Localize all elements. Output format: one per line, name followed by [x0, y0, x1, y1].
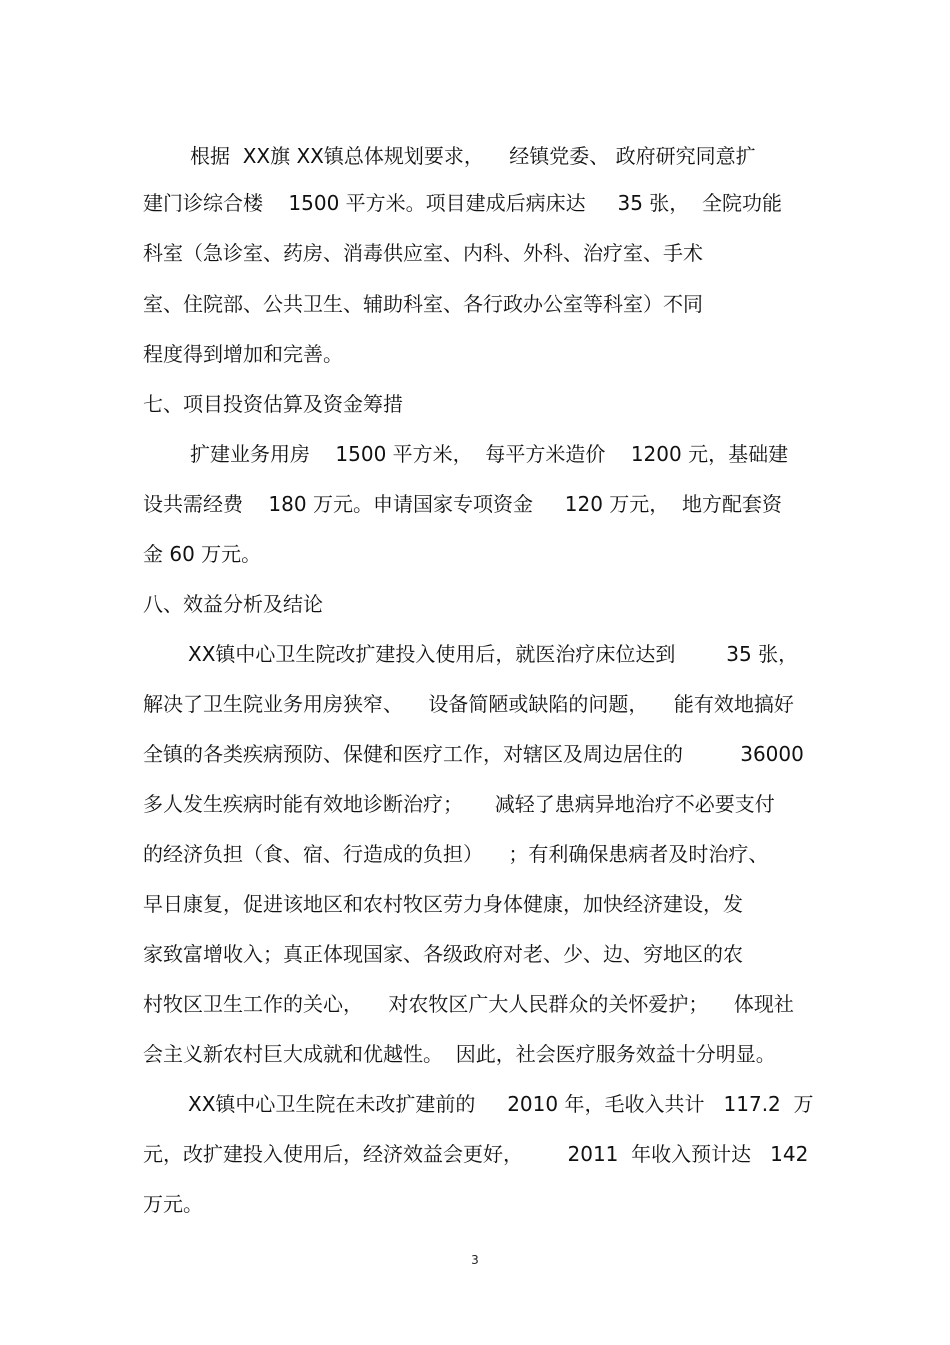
- paragraph-3-line-2: 解决了卫生院业务用房狭窄、 设备简陋或缺陷的问题， 能有效地搞好: [143, 692, 794, 716]
- paragraph-1-line-1: 根据 XX旗 XX镇总体规划要求， 经镇党委、 政府研究同意扩: [190, 144, 756, 168]
- paragraph-3-line-1: XX镇中心卫生院改扩建投入使用后，就医治疗床位达到 35 张，: [188, 642, 799, 666]
- section-heading-7: 七、项目投资估算及资金筹措: [143, 392, 403, 416]
- page-number: 3: [471, 1253, 479, 1267]
- section-heading-8: 八、效益分析及结论: [143, 592, 323, 616]
- paragraph-4-line-2: 元，改扩建投入使用后，经济效益会更好， 2011 年收入预计达 142: [143, 1142, 809, 1166]
- paragraph-1-line-4: 室、住院部、公共卫生、辅助科室、各行政办公室等科室）不同: [143, 292, 703, 316]
- paragraph-3-line-4: 多人发生疾病时能有效地诊断治疗； 减轻了患病异地治疗不必要支付: [143, 792, 775, 816]
- paragraph-2-line-2: 设共需经费 180 万元。申请国家专项资金 120 万元， 地方配套资: [143, 492, 782, 516]
- paragraph-3-line-5: 的经济负担（食、宿、行造成的负担） ；有利确保患病者及时治疗、: [143, 842, 769, 866]
- paragraph-1-line-3: 科室（急诊室、药房、消毒供应室、内科、外科、治疗室、手术: [143, 241, 703, 265]
- paragraph-3-line-7: 家致富增收入；真正体现国家、各级政府对老、少、边、穷地区的农: [143, 942, 743, 966]
- paragraph-4-line-1: XX镇中心卫生院在未改扩建前的 2010 年，毛收入共计 117.2 万: [188, 1092, 814, 1116]
- paragraph-2-line-1: 扩建业务用房 1500 平方米， 每平方米造价 1200 元，基础建: [190, 442, 789, 466]
- paragraph-3-line-9: 会主义新农村巨大成就和优越性。 因此，社会医疗服务效益十分明显。: [143, 1042, 776, 1066]
- paragraph-2-line-3: 金 60 万元。: [143, 542, 262, 566]
- paragraph-1-line-2: 建门诊综合楼 1500 平方米。项目建成后病床达 35 张， 全院功能: [143, 191, 782, 215]
- paragraph-3-line-8: 村牧区卫生工作的关心， 对农牧区广大人民群众的关怀爱护； 体现社: [143, 992, 794, 1016]
- paragraph-4-line-3: 万元。: [143, 1192, 203, 1216]
- paragraph-3-line-3: 全镇的各类疾病预防、保健和医疗工作，对辖区及周边居住的 36000: [143, 742, 804, 766]
- paragraph-1-line-5: 程度得到增加和完善。: [143, 342, 343, 366]
- paragraph-3-line-6: 早日康复，促进该地区和农村牧区劳力身体健康，加快经济建设，发: [143, 892, 743, 916]
